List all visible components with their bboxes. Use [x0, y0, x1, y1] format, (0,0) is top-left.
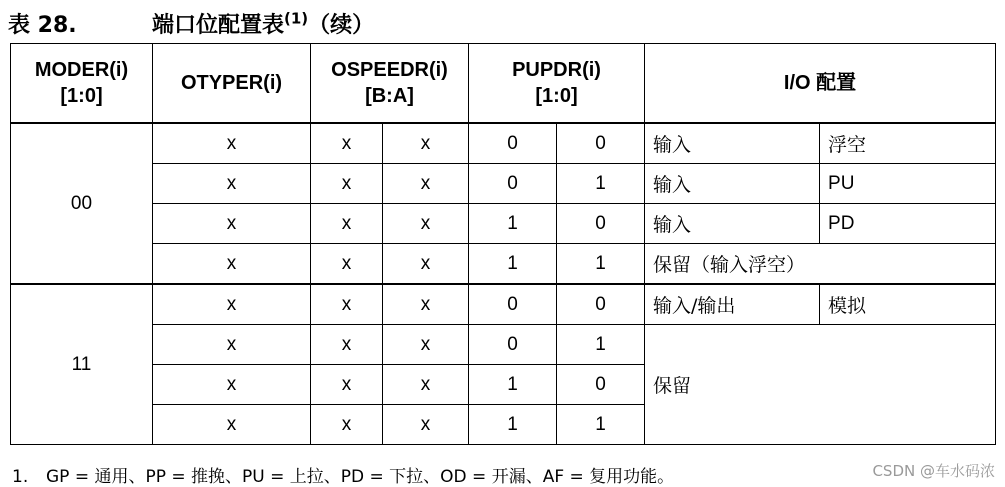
ospeed-a-cell: x [383, 284, 469, 325]
pupdr-bit0-cell: 0 [557, 284, 645, 325]
table-row [11, 164, 996, 204]
port-config-table [10, 43, 996, 445]
ospeed-b-cell: x [311, 244, 383, 285]
header-pupdr-name: PUPDR(i) [512, 59, 601, 81]
io-detail-cell: PD [820, 204, 996, 244]
header-ospeedr-name: OSPEEDR(i) [331, 59, 448, 81]
pupdr-bit1-cell: 1 [469, 405, 557, 445]
header-otyper: OTYPER(i) [153, 44, 311, 124]
ospeed-b-cell: x [311, 365, 383, 405]
table-row [11, 204, 996, 244]
ospeed-b-cell: x [311, 405, 383, 445]
ospeed-a-cell: x [383, 405, 469, 445]
ospeed-b-cell: x [311, 284, 383, 325]
pupdr-bit1-cell: 1 [469, 365, 557, 405]
ospeed-b-cell: x [311, 325, 383, 365]
otyper-cell: x [153, 405, 311, 445]
pupdr-bit0-cell: 0 [557, 204, 645, 244]
header-ospeedr-bits: [B:A] [365, 85, 414, 107]
table-number: 表 28. [8, 13, 77, 38]
otyper-cell: x [153, 164, 311, 204]
table-row [11, 123, 996, 164]
header-pupdr-bits: [1:0] [535, 85, 578, 107]
moder-cell: 00 [11, 123, 153, 284]
header-row [11, 44, 996, 124]
io-mode-cell: 输入 [645, 164, 820, 204]
io-mode-cell: 输入 [645, 204, 820, 244]
table-footnote [12, 462, 674, 487]
header-moder-bits: [1:0] [60, 85, 103, 107]
pupdr-bit1-cell: 0 [469, 164, 557, 204]
header-pupdr [469, 44, 645, 124]
ospeed-b-cell: x [311, 164, 383, 204]
otyper-cell: x [153, 325, 311, 365]
io-mode-cell: 输入 [645, 123, 820, 164]
ospeed-b-cell: x [311, 123, 383, 164]
pupdr-bit0-cell: 1 [557, 244, 645, 285]
header-io-config: I/O 配置 [645, 44, 996, 124]
otyper-cell: x [153, 204, 311, 244]
otyper-cell: x [153, 244, 311, 285]
io-merged-cell: 保留（输入浮空） [645, 244, 996, 285]
ospeed-a-cell: x [383, 325, 469, 365]
watermark: CSDN @车水码浓 [872, 462, 995, 480]
otyper-cell: x [153, 123, 311, 164]
table-title: 端口位配置表 [152, 13, 285, 38]
footnote-text: GP = 通用、PP = 推挽、PU = 上拉、PD = 下拉、OD = 开漏、AF = 复用功能。 [46, 467, 675, 487]
ospeed-b-cell: x [311, 204, 383, 244]
table-caption [8, 8, 374, 40]
pupdr-bit1-cell: 0 [469, 123, 557, 164]
pupdr-bit0-cell: 1 [557, 325, 645, 365]
title-footnote-ref: (1) [284, 9, 309, 28]
pupdr-bit1-cell: 0 [469, 325, 557, 365]
header-moder [11, 44, 153, 124]
title-suffix: （续） [308, 13, 375, 38]
footnote-number: 1. [12, 467, 29, 487]
pupdr-bit0-cell: 1 [557, 164, 645, 204]
io-detail-cell: PU [820, 164, 996, 204]
table-row [11, 284, 996, 325]
io-reserved-cell: 保留 [645, 325, 996, 445]
ospeed-a-cell: x [383, 204, 469, 244]
pupdr-bit0-cell: 1 [557, 405, 645, 445]
ospeed-a-cell: x [383, 244, 469, 285]
header-moder-name: MODER(i) [34, 59, 129, 81]
pupdr-bit0-cell: 0 [557, 365, 645, 405]
io-mode-cell: 输入/输出 [645, 284, 820, 325]
pupdr-bit0-cell: 0 [557, 123, 645, 164]
pupdr-bit1-cell: 1 [469, 204, 557, 244]
header-ospeedr [311, 44, 469, 124]
otyper-cell: x [153, 365, 311, 405]
ospeed-a-cell: x [383, 123, 469, 164]
io-detail-cell: 模拟 [820, 284, 996, 325]
table-row [11, 244, 996, 285]
ospeed-a-cell: x [383, 164, 469, 204]
io-detail-cell: 浮空 [820, 123, 996, 164]
pupdr-bit1-cell: 0 [469, 284, 557, 325]
ospeed-a-cell: x [383, 365, 469, 405]
otyper-cell: x [153, 284, 311, 325]
moder-cell: 11 [11, 284, 153, 445]
pupdr-bit1-cell: 1 [469, 244, 557, 285]
table-row [11, 325, 996, 365]
